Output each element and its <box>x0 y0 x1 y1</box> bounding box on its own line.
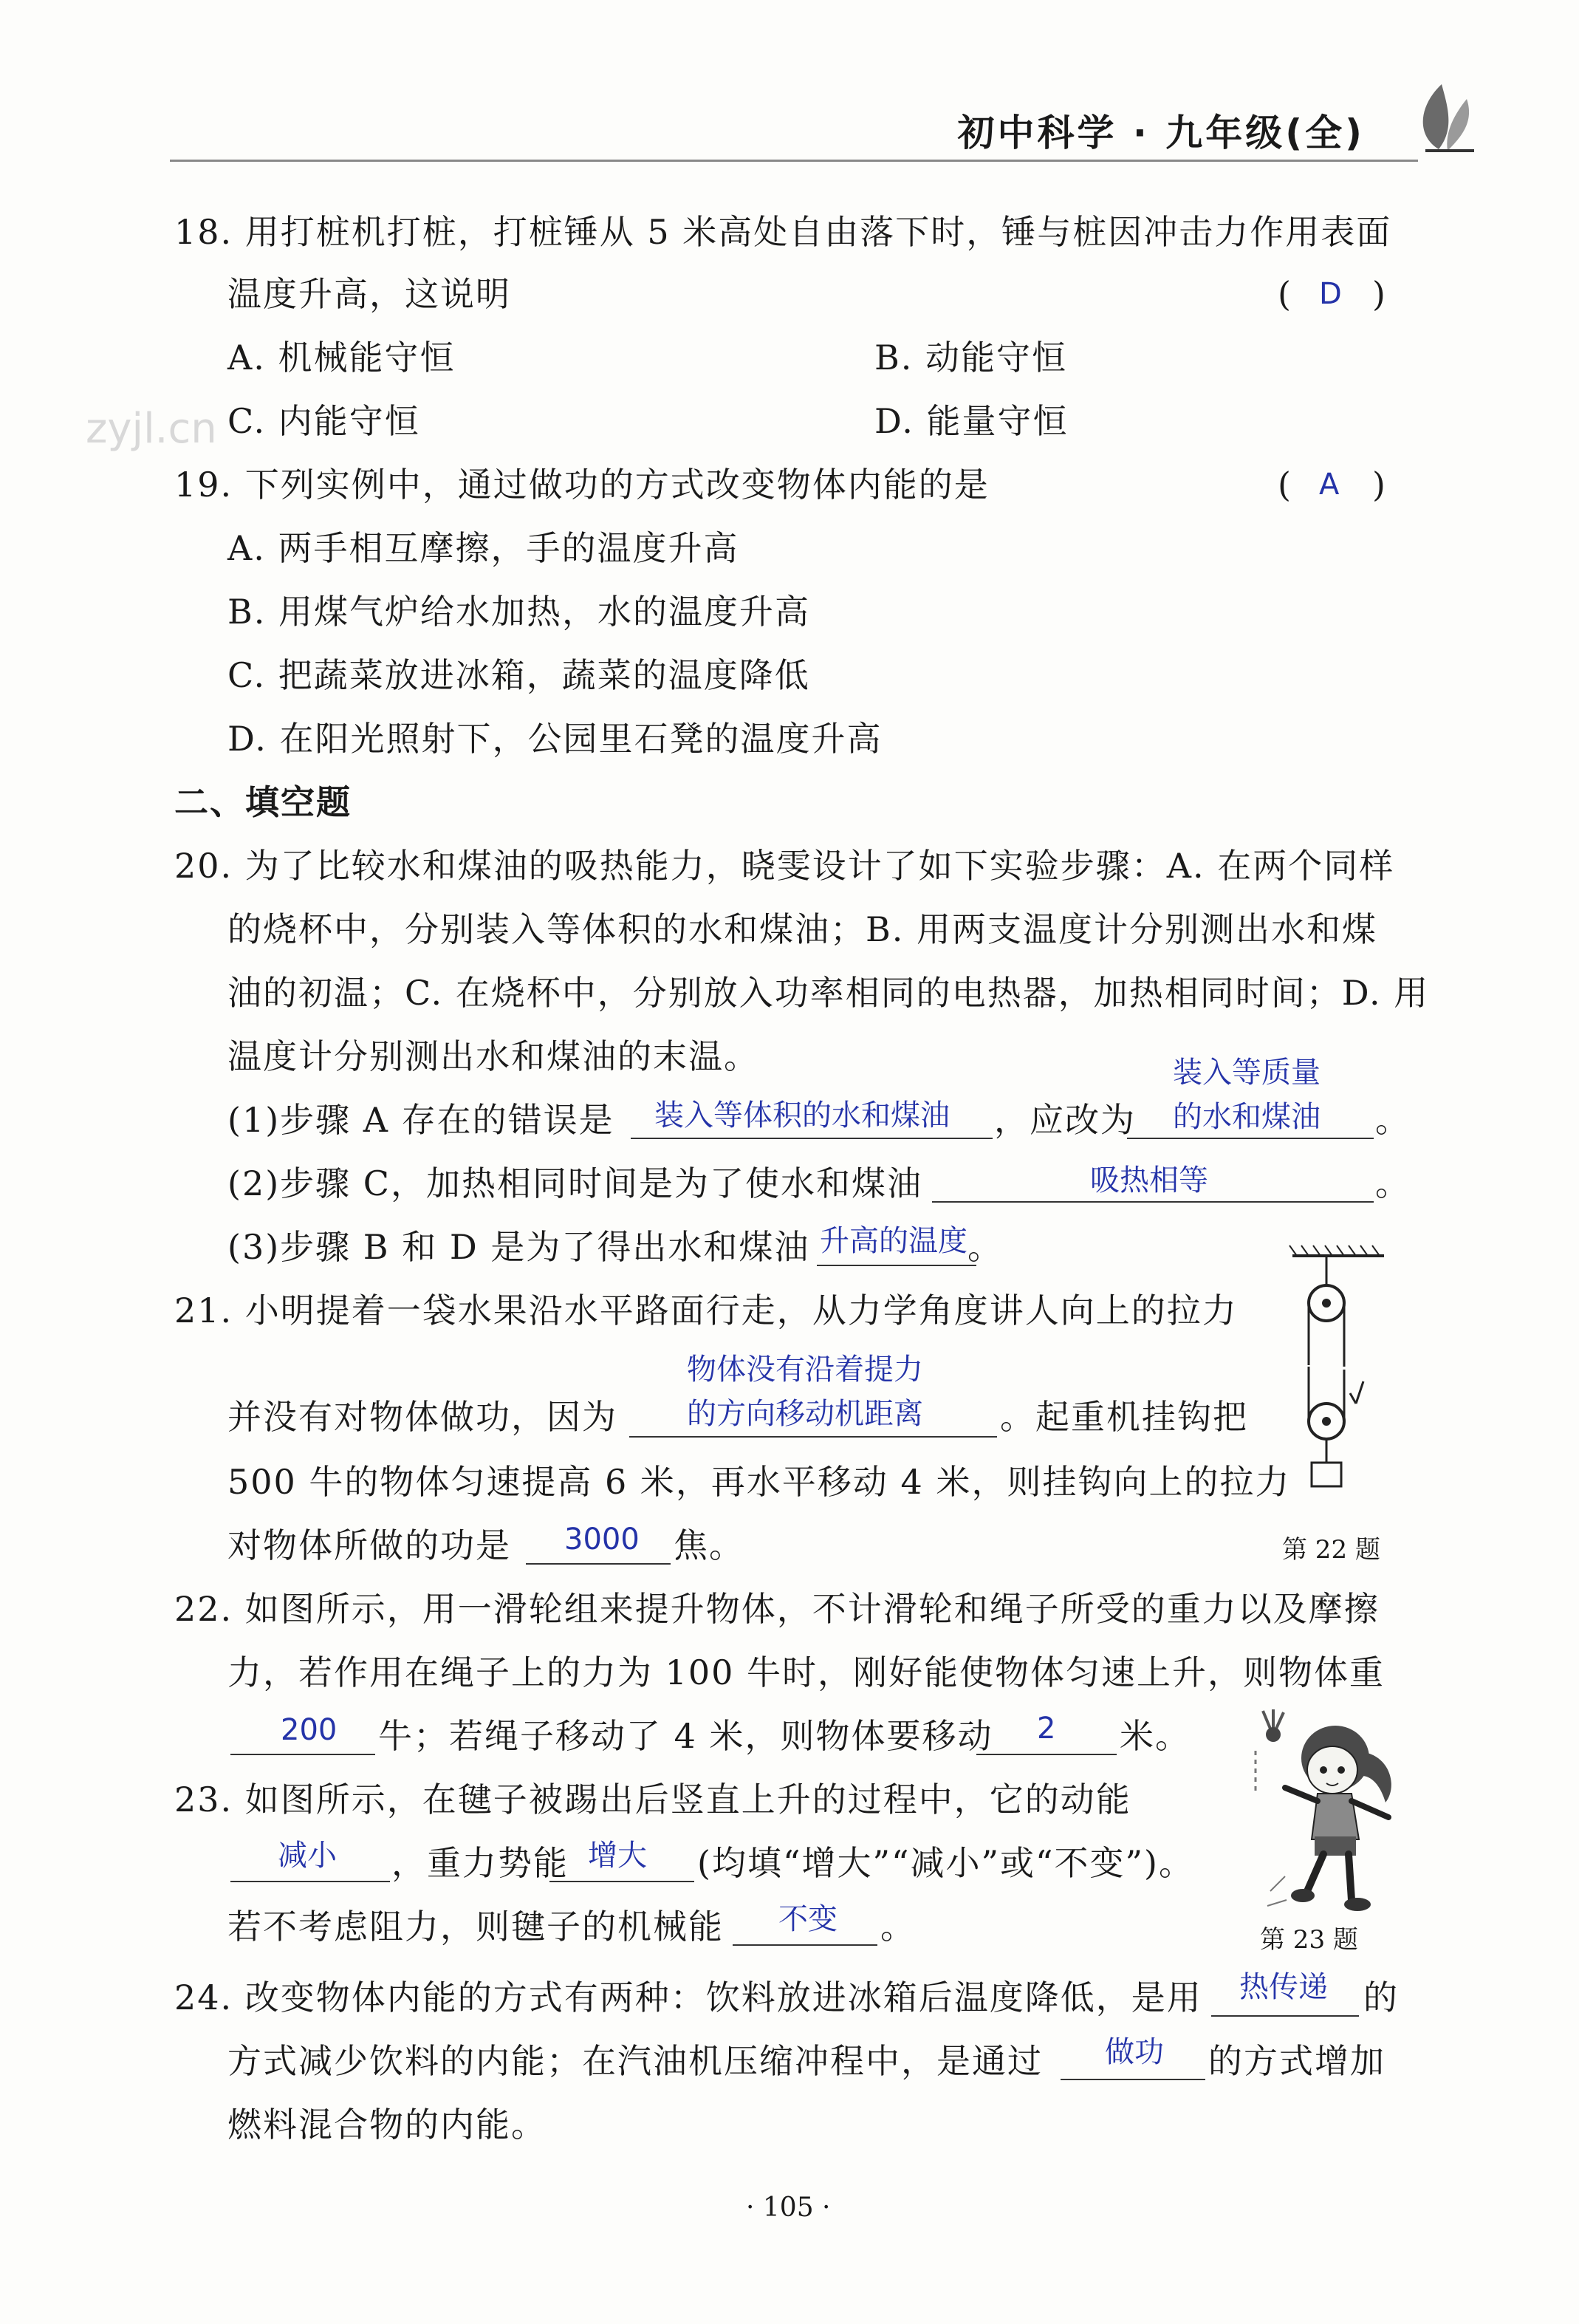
q23-line3-prefix: 若不考虑阻力，则毽子的机械能 <box>227 1907 724 1947</box>
q21-line4-prefix: 对物体所做的功是 <box>227 1525 511 1565</box>
q21-answer2: 3000 <box>564 1522 640 1556</box>
q18-line1: 18. 用打桩机打桩，打桩锤从 5 米高处自由落下时，锤与桩因冲击力作用表面 <box>174 212 1392 252</box>
q18-answer: D <box>1319 277 1342 311</box>
q20-s3-answer: 升高的温度 <box>820 1224 967 1258</box>
q22-blank2 <box>976 1754 1117 1755</box>
girl-shuttlecock-figure <box>1241 1706 1411 1921</box>
q21-answer1-line2: 的方向移动机距离 <box>687 1397 923 1431</box>
q22-answer2: 2 <box>1037 1712 1056 1746</box>
section-title: 二、填空题 <box>174 782 352 822</box>
q20-s2-end: 。 <box>1375 1163 1411 1203</box>
q18-option-a: A. 机械能守恒 <box>227 338 456 377</box>
q24-answer2: 做功 <box>1105 2035 1164 2069</box>
q24-line2-prefix: 方式减少饮料的内能；在汽油机压缩冲程中，是通过 <box>227 2041 1043 2081</box>
q23-mid: ，重力势能 <box>391 1843 569 1883</box>
q18-line2: 温度升高，这说明 <box>227 274 511 314</box>
q20-s1-blank2 <box>1127 1138 1374 1139</box>
q19-option-d: D. 在阳光照射下，公园里石凳的温度升高 <box>227 719 883 759</box>
q19-line1: 19. 下列实例中，通过做功的方式改变物体内能的是 <box>174 465 990 505</box>
pulley-figure <box>1287 1241 1390 1522</box>
q21-line1: 21. 小明提着一袋水果沿水平路面行走，从力学角度讲人向上的拉力 <box>174 1291 1238 1330</box>
q20-line4: 温度计分别测出水和煤油的末温。 <box>227 1036 759 1076</box>
q23-answer3: 不变 <box>778 1902 838 1936</box>
q20-s3-prefix: (3)步骤 B 和 D 是为了得出水和煤油 <box>227 1227 810 1267</box>
q21-line2-prefix: 并没有对物体做功，因为 <box>227 1397 617 1437</box>
header-rule <box>170 160 1418 162</box>
q20-s1-blank <box>631 1138 993 1139</box>
q24-line1-prefix: 24. 改变物体内能的方式有两种：饮料放进冰箱后温度降低，是用 <box>174 1978 1202 2017</box>
q19-option-a: A. 两手相互摩擦，手的温度升高 <box>227 528 739 568</box>
q21-answer1-line1: 物体没有沿着提力 <box>687 1353 923 1387</box>
q19-paren-open: ( <box>1278 465 1292 505</box>
q23-blank1 <box>230 1881 390 1882</box>
q20-s2-answer: 吸热相等 <box>1090 1163 1208 1197</box>
q19-answer: A <box>1319 468 1340 502</box>
fig22-caption: 第 22 题 <box>1282 1535 1380 1565</box>
q18-option-d: D. 能量守恒 <box>874 401 1069 441</box>
q20-s2-blank <box>932 1201 1374 1203</box>
q21-line3: 500 牛的物体匀速提高 6 米，再水平移动 4 米，则挂钩向上的拉力 <box>227 1462 1291 1502</box>
q23-line2-suffix: (均填“增大”“减小”或“不变”)。 <box>697 1843 1194 1883</box>
q21-blank2 <box>526 1563 671 1565</box>
q24-line2-suffix: 的方式增加 <box>1208 2041 1386 2081</box>
q20-line2: 的烧杯中，分别装入等体积的水和煤油；B. 用两支温度计分别测出水和煤 <box>227 909 1378 949</box>
q21-blank1 <box>629 1436 997 1438</box>
watermark: zyjl.cn <box>86 405 217 453</box>
q20-s3-end: 。 <box>967 1227 1003 1267</box>
q19-option-b: B. 用煤气炉给水加热，水的温度升高 <box>227 592 811 632</box>
q20-s3-blank <box>817 1265 976 1266</box>
q24-blank1 <box>1211 2015 1359 2017</box>
q24-answer1: 热传递 <box>1239 1970 1328 2004</box>
q22-end: 米。 <box>1120 1716 1191 1756</box>
q23-line3-end: 。 <box>880 1907 916 1947</box>
q22-answer1: 200 <box>281 1713 338 1747</box>
q21-line4-suffix: 焦。 <box>674 1525 744 1565</box>
q22-mid: 牛；若绳子移动了 4 米，则物体要移动 <box>378 1716 993 1756</box>
q20-s1-mid: ，应改为 <box>994 1100 1136 1140</box>
header-title: 初中科学 · 九年级(全) <box>957 112 1365 154</box>
q24-blank2 <box>1061 2079 1205 2080</box>
leaf-logo <box>1403 77 1484 158</box>
q20-line1: 20. 为了比较水和煤油的吸热能力，晓雯设计了如下实验步骤：A. 在两个同样 <box>174 846 1395 886</box>
q23-blank3 <box>733 1944 877 1946</box>
q20-s1-end: 。 <box>1375 1100 1411 1140</box>
q20-s1-answer2-line2: 的水和煤油 <box>1173 1100 1321 1134</box>
q18-paren-open: ( <box>1278 274 1292 314</box>
q23-answer1: 减小 <box>278 1839 337 1873</box>
q21-line2-suffix: 。起重机挂钩把 <box>1000 1397 1248 1437</box>
q22-line2: 力，若作用在绳子上的力为 100 牛时，刚好能使物体匀速上升，则物体重 <box>227 1653 1386 1692</box>
q22-blank1 <box>230 1754 375 1755</box>
q20-s1-answer2-line1: 装入等质量 <box>1173 1056 1321 1090</box>
q20-s1-answer: 装入等体积的水和煤油 <box>654 1098 950 1132</box>
q19-paren-close: ) <box>1372 465 1387 505</box>
q23-answer2: 增大 <box>588 1839 647 1873</box>
q23-blank2 <box>549 1881 694 1882</box>
q24-line3: 燃料混合物的内能。 <box>227 2105 547 2144</box>
q20-s1-prefix: (1)步骤 A 存在的错误是 <box>227 1100 614 1140</box>
fig23-caption: 第 23 题 <box>1260 1925 1358 1955</box>
q22-line1: 22. 如图所示，用一滑轮组来提升物体，不计滑轮和绳子所受的重力以及摩擦 <box>174 1589 1380 1629</box>
q20-s2-prefix: (2)步骤 C，加热相同时间是为了使水和煤油 <box>227 1163 922 1203</box>
q19-option-c: C. 把蔬菜放进冰箱，蔬菜的温度降低 <box>227 655 810 695</box>
q23-line1: 23. 如图所示，在毽子被踢出后竖直上升的过程中，它的动能 <box>174 1780 1131 1819</box>
q20-line3: 油的初温；C. 在烧杯中，分别放入功率相同的电热器，加热相同时间；D. 用 <box>227 973 1430 1013</box>
q18-option-c: C. 内能守恒 <box>227 401 420 441</box>
q18-paren-close: ) <box>1372 274 1387 314</box>
page-number: · 105 · <box>746 2193 831 2223</box>
q18-option-b: B. 动能守恒 <box>874 338 1068 377</box>
q24-line1-suffix: 的 <box>1363 1978 1399 2017</box>
